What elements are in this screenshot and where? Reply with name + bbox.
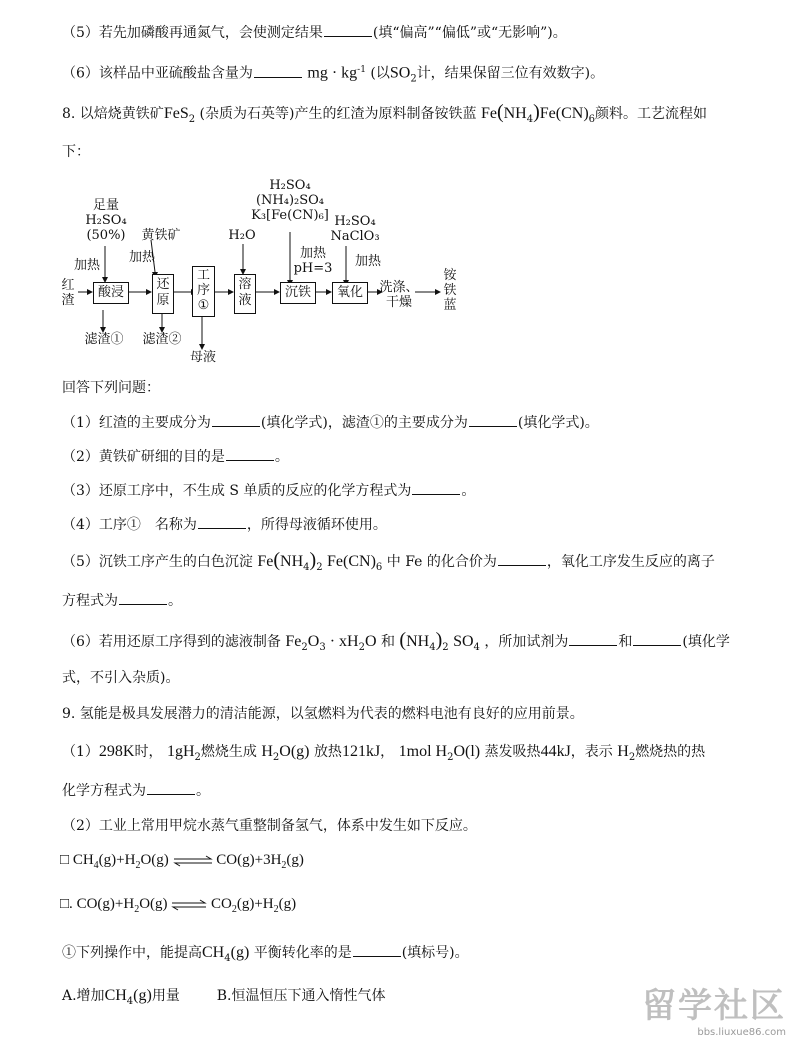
q9-reaction-2: □. $CO(g)+H_2O(g)$ $CO_2(g)+H_2(g)$ [60,896,297,915]
q9-stem: 9. 氢能是极具发展潜力的清洁能源，以氢燃料为代表的燃料电池有良好的应用前景。 [62,706,584,722]
flow-box-process-1: 工 序 ① [192,266,215,317]
q8-answer-prompt: 回答下列问题： [62,380,160,396]
equilibrium-arrow-icon [171,899,207,911]
flow-box-oxidation: 氧化 [332,282,368,304]
q8-item6: （6）若用还原工序得到的滤液制备 $Fe_2O_3 \cdot xH_2O$ 和 $(NH_4)_2$ $SO_4$ ，所加试剂为 和 (填化学 [62,629,730,653]
q9-item2: （2）工业上常用甲烷水蒸气重整制备氢气，体系中发生如下反应。 [62,818,477,834]
flow-reagent-oxidant: H₂SO₄ NaClO₃ [330,214,380,244]
q8-item2: （2）黄铁矿研细的目的是 。 [62,446,289,467]
q7-item5: （5）若先加磷酸再通氮气，会使测定结果 (填“偏高”“偏低”或“无影响”)。 [62,22,567,43]
option-b: B.恒温恒压下通入惰性气体 [216,988,386,1004]
flow-box-iron-precip: 沉铁 [280,282,316,304]
q8-item4: （4）工序① 名称为 ，所得母液循环使用。 [62,514,387,535]
flow-reagent-acid: 足量 H₂SO₄ (50%) [85,198,127,243]
q8-item5: （5）沉铁工序产生的白色沉淀 $Fe(NH_4)_2$ $Fe(CN)_6$ 中 Fe 的化合价为 ，氧化工序发生反应的离子 [62,549,715,573]
watermark-logo: 留学社区 bbs.liuxue86.com [642,986,786,1038]
flow-box-solution: 溶 液 [234,274,256,314]
flow-arrows [0,0,804,380]
equilibrium-arrow-icon [173,855,213,867]
flow-heat-2: 加热 [128,250,155,265]
flow-residue-2: 滤渣② [142,332,182,347]
q9-sub1: ①下列操作中，能提高$CH_4(g)$ 平衡转化率的是 (填标号)。 [62,944,469,964]
flow-heat-3: 加热 pH=3 [293,246,333,276]
q8-item1: （1）红渣的主要成分为 (填化学式)，滤渣①的主要成分为 (填化学式)。 [62,412,599,433]
flow-start-red-residue: 红 渣 [61,278,75,308]
flow-mother-liquor: 母液 [189,350,216,365]
flow-reagent-iron: H₂SO₄ (NH₄)₂SO₄ K₃[Fe(CN)₆] [251,178,329,223]
q9-options [62,986,385,1012]
option-a: A.增加$CH_4(g)$用量 [62,987,180,1007]
q8-item3: （3）还原工序中，不生成 S 单质的反应的化学方程式为 。 [62,480,475,501]
flow-wash-dry: 洗涤、 干燥 [379,280,419,310]
flow-heat-1: 加热 [73,258,100,273]
q8-stem-cont: 下： [62,144,90,160]
flow-heat-4: 加热 [354,254,381,269]
flow-reagent-water: H₂O [228,228,256,243]
q9-item1: （1）298K时， $1gH_2$燃烧生成 $H_2O(g)$ 放热121kJ， 1mol $H_2O(l)$ 蒸发吸热44kJ，表示 $H_2$燃烧热的热 [62,743,706,763]
flow-box-acid-leach: 酸浸 [93,282,129,304]
q8-item6-cont: 式，不引入杂质)。 [62,670,180,686]
flow-end-product: 铵 铁 蓝 [443,268,457,313]
q9-item1-cont: 化学方程式为 。 [62,780,210,801]
flow-reagent-pyrite: 黄铁矿 [141,228,181,243]
flow-residue-1: 滤渣① [84,332,124,347]
q9-reaction-1: □ $CH_4(g)+H_2O(g)$ $CO(g)+3H_2(g)$ [60,852,304,871]
flow-box-reduction: 还 原 [152,274,174,314]
q8-item5-cont: 方程式为 。 [62,590,182,611]
q8-stem: 8. 以焙烧黄铁矿FeS$_2$ (杂质为石英等)产生的红渣为原料制备铵铁蓝 $Fe(NH_4)Fe(CN)_6$颜料。工艺流程如 [62,101,708,125]
q7-item6: （6）该样品中亚硫酸盐含量为 mg · $kg^{-1}$ (以$SO_2$计，结果保留三位有效数字)。 [62,64,605,85]
